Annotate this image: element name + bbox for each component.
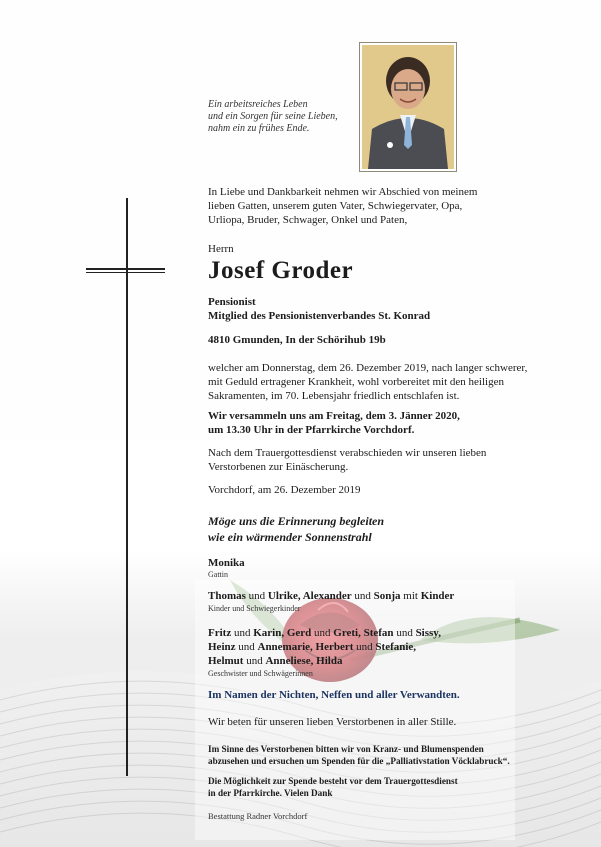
donation-line: in der Pfarrkirche. Vielen Dank (208, 788, 333, 798)
undertaker-credit: Bestattung Radner Vorchdorf (208, 811, 308, 821)
name-segment: mit (400, 590, 421, 602)
name-segment: Fritz (208, 627, 232, 639)
siblings-names-line (208, 641, 416, 654)
place-date: Vorchdorf, am 26. Dezember 2019 (208, 484, 361, 496)
cross-horizontal-bar (86, 268, 165, 270)
quote-line: Ein arbeitsreiches Leben (208, 99, 308, 110)
name-segment: und (351, 590, 374, 602)
quote-line: nahm ein zu frühes Ende. (208, 123, 310, 134)
name-segment: Helmut (208, 655, 244, 667)
relatives-line: Im Namen der Nichten, Neffen und aller Verwandten. (208, 689, 460, 701)
death-notice-line: Sakramenten, im 70. Lebensjahr friedlich entschlafen ist. (208, 390, 460, 402)
memorial-quote (208, 99, 353, 135)
cremation-line: Nach dem Trauergottesdienst verabschieden wir unseren lieben (208, 447, 487, 459)
name-segment: Greti, Stefan (333, 627, 394, 639)
motto-line: Möge uns die Erinnerung begleiten (208, 514, 385, 528)
children-names (208, 590, 454, 603)
name-segment: und (231, 627, 254, 639)
deceased-name: Josef Groder (208, 257, 354, 284)
name-segment: Ulrike, Alexander (267, 590, 352, 602)
quote-line: und ein Sorgen für seine Lieben, (208, 111, 338, 122)
death-notice-line: mit Geduld ertragener Krankheit, wohl vorbereitet mit den heiligen (208, 376, 504, 388)
donation-line: Die Möglichkeit zur Spende besteht vor dem Trauergottesdienst (208, 776, 458, 786)
portrait-figure (362, 45, 454, 169)
widow-relation: Gattin (208, 570, 228, 579)
name-segment: Stefanie, (375, 641, 417, 653)
name-segment: Anneliese, Hilda (265, 655, 343, 667)
death-notice-line: welcher am Donnerstag, dem 26. Dezember 2019, nach langer schwerer, (208, 362, 528, 374)
cremation-line: Verstorbenen zur Einäscherung. (208, 461, 349, 473)
name-segment: Annemarie, Herbert (257, 641, 354, 653)
widow-name: Monika (208, 557, 245, 569)
name-segment: Sonja (373, 590, 401, 602)
name-segment: Sissy, (415, 627, 441, 639)
stillness-line: Wir beten für unseren lieben Verstorbenen in aller Stille. (208, 716, 457, 728)
name-segment: und (245, 590, 268, 602)
name-segment: Kinder (420, 590, 455, 602)
cross-horizontal-bar-second (86, 272, 165, 273)
name-segment: und (243, 655, 266, 667)
salutation: Herrn (208, 243, 234, 255)
name-segment: und (393, 627, 416, 639)
name-segment: Heinz (208, 641, 236, 653)
siblings-names-line (208, 627, 441, 640)
children-relation: Kinder und Schwiegerkinder (208, 604, 301, 613)
siblings-names-line (208, 655, 342, 668)
portrait-photo (359, 42, 457, 172)
deceased-role: Pensionist (208, 296, 256, 308)
service-line: Wir versammeln uns am Freitag, dem 3. Jänner 2020, (208, 410, 460, 422)
donation-line: abzusehen und ersuchen um Spenden für die „Palliativstation Vöcklabruck“. (208, 756, 510, 766)
cross-vertical-bar (126, 198, 128, 776)
name-segment: und (235, 641, 258, 653)
name-segment: Thomas (208, 590, 246, 602)
deceased-membership: Mitglied des Pensionistenverbandes St. Konrad (208, 310, 431, 322)
name-segment: Karin, Gerd (253, 627, 312, 639)
intro-line: lieben Gatten, unserem guten Vater, Schwiegervater, Opa, (208, 200, 463, 212)
name-segment: und (353, 641, 376, 653)
motto-line: wie ein wärmender Sonnenstrahl (208, 530, 372, 544)
service-line: um 13.30 Uhr in der Pfarrkirche Vorchdorf. (208, 424, 415, 436)
intro-line: Urliopa, Bruder, Schwager, Onkel und Paten, (208, 214, 408, 226)
siblings-relation: Geschwister und Schwägerinnen (208, 669, 313, 678)
intro-line: In Liebe und Dankbarkeit nehmen wir Abschied von meinem (208, 186, 478, 198)
name-segment: und (311, 627, 334, 639)
donation-line: Im Sinne des Verstorbenen bitten wir von Kranz- und Blumenspenden (208, 744, 484, 754)
deceased-address: 4810 Gmunden, In der Schörihub 19b (208, 334, 386, 346)
